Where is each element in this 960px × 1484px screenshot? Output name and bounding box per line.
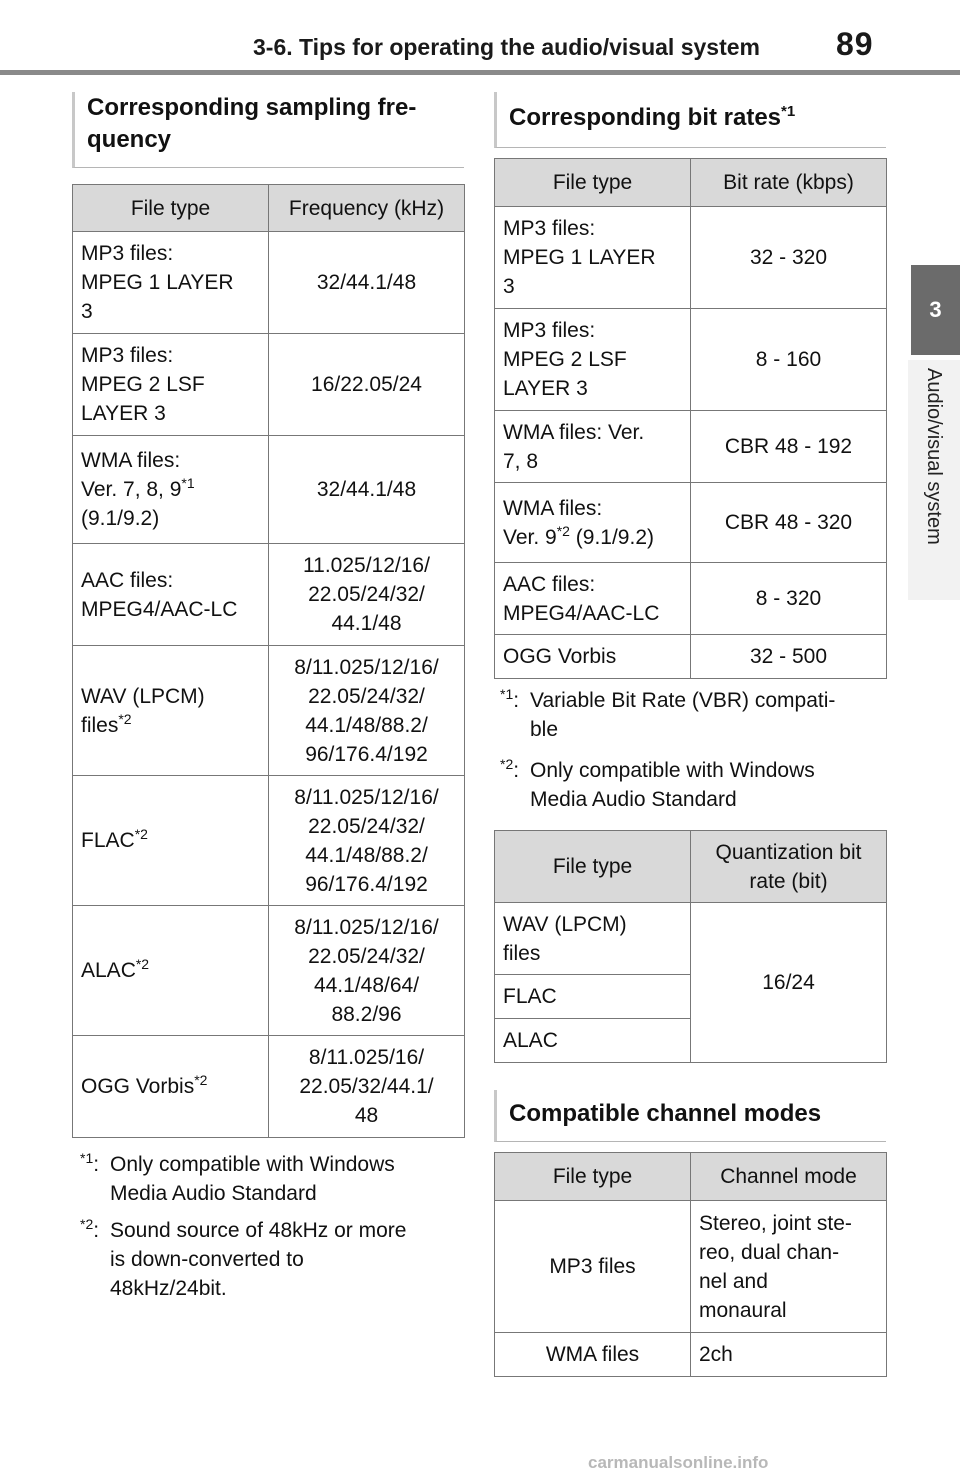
- value-cell: 32/44.1/48: [269, 436, 465, 544]
- table-row: [73, 544, 465, 646]
- file-type-cell: ALAC: [495, 1019, 691, 1063]
- file-type-cell: WMA files: Ver. 7, 8, 9$^{*1}$ (9.1/9.2): [73, 436, 269, 544]
- table-row: [495, 903, 887, 975]
- page-number: 89: [836, 26, 874, 62]
- chapter-tab-label: Audio/visual system: [923, 368, 945, 545]
- file-type-cell: MP3 files: MPEG 2 LSF LAYER 3: [495, 309, 691, 411]
- footnote: $^{*2}$: Only compatible with Windows Media Audio Standard: [500, 756, 886, 820]
- table-row: [73, 646, 465, 776]
- value-cell: 8/11.025/16/ 22.05/32/44.1/ 48: [269, 1036, 465, 1138]
- section-title: 3-6. Tips for operating the audio/visual system: [253, 34, 760, 60]
- value-cell: 32 - 500: [691, 635, 887, 679]
- table-header-row: [495, 159, 887, 207]
- footnote: $^{*1}$: Only compatible with Windows Media Audio Standard: [80, 1150, 460, 1214]
- value-cell: 16/22.05/24: [269, 334, 465, 436]
- table-row: [73, 906, 465, 1036]
- table-row: [495, 1333, 887, 1377]
- file-type-cell: AAC files: MPEG4/AAC-LC: [495, 563, 691, 635]
- table-row: [495, 483, 887, 563]
- table-row: [73, 232, 465, 334]
- table-row: [73, 776, 465, 906]
- file-type-cell: MP3 files: MPEG 2 LSF LAYER 3: [73, 334, 269, 436]
- file-type-cell: FLAC$^{*2}$: [73, 776, 269, 906]
- header-divider: [0, 70, 960, 75]
- file-type-cell: FLAC: [495, 975, 691, 1019]
- table-row: [73, 1036, 465, 1138]
- sampling-frequency-heading: Corresponding sampling fre- quency: [72, 92, 464, 168]
- file-type-cell: WMA files: Ver. 7, 8: [495, 411, 691, 483]
- table-row: [495, 411, 887, 483]
- table-row: [495, 1201, 887, 1333]
- value-cell: 32 - 320: [691, 207, 887, 309]
- file-type-cell: WMA files: Ver. 9$^{*2}$ (9.1/9.2): [495, 483, 691, 563]
- column-header: File type: [495, 159, 691, 207]
- column-header: File type: [73, 185, 269, 232]
- column-header: Frequency (kHz): [269, 185, 465, 232]
- value-cell: 32/44.1/48: [269, 232, 465, 334]
- file-type-cell: WAV (LPCM) files$^{*2}$: [73, 646, 269, 776]
- value-cell: 16/24: [691, 903, 887, 1063]
- sampling-frequency-table: [72, 184, 465, 1138]
- footnote-text: Only compatible with Windows Media Audio Standard: [110, 1153, 395, 1205]
- file-type-cell: OGG Vorbis: [495, 635, 691, 679]
- page-header: [0, 0, 960, 76]
- value-cell: CBR 48 - 320: [691, 483, 887, 563]
- column-header: Channel mode: [691, 1153, 887, 1201]
- bit-rate-table: [494, 158, 887, 679]
- chapter-tab: 3: [911, 265, 960, 355]
- footnote-text: Sound source of 48kHz or more is down-converted to 48kHz/24bit.: [110, 1219, 407, 1300]
- table-row: [495, 207, 887, 309]
- table-header-row: [495, 1153, 887, 1201]
- footnote: $^{*2}$: Sound source of 48kHz or more is down-converted to 48kHz/24bit.: [80, 1216, 460, 1312]
- file-type-cell: ALAC$^{*2}$: [73, 906, 269, 1036]
- file-type-cell: AAC files: MPEG4/AAC-LC: [73, 544, 269, 646]
- bit-rates-heading: Corresponding bit rates$^{*1}$: [494, 92, 886, 148]
- channel-mode-table: [494, 1152, 887, 1377]
- value-cell: CBR 48 - 192: [691, 411, 887, 483]
- table-row: [495, 309, 887, 411]
- value-cell: 8 - 320: [691, 563, 887, 635]
- table-row: [73, 436, 465, 544]
- file-type-cell: MP3 files: [495, 1201, 691, 1333]
- value-cell: 8/11.025/12/16/ 22.05/24/32/ 44.1/48/88.2/ 96/176.4/192: [269, 776, 465, 906]
- file-type-cell: MP3 files: MPEG 1 LAYER 3: [73, 232, 269, 334]
- quantization-table: [494, 830, 887, 1063]
- footnote: $^{*1}$: Variable Bit Rate (VBR) compati- ble: [500, 686, 886, 750]
- column-header: File type: [495, 831, 691, 903]
- value-cell: 2ch: [691, 1333, 887, 1377]
- column-header: Quantization bit rate (bit): [691, 831, 887, 903]
- file-type-cell: WMA files: [495, 1333, 691, 1377]
- file-type-cell: OGG Vorbis$^{*2}$: [73, 1036, 269, 1138]
- value-cell: Stereo, joint ste- reo, dual chan- nel and monaural: [691, 1201, 887, 1333]
- table-row: [495, 635, 887, 679]
- chapter-tab-label-box: [908, 360, 960, 600]
- file-type-cell: MP3 files: MPEG 1 LAYER 3: [495, 207, 691, 309]
- value-cell: 8/11.025/12/16/ 22.05/24/32/ 44.1/48/88.2/ 96/176.4/192: [269, 646, 465, 776]
- footnote-text: Only compatible with Windows Media Audio Standard: [530, 759, 815, 811]
- table-header-row: [73, 185, 465, 232]
- channel-modes-heading: Compatible channel modes: [494, 1090, 886, 1142]
- watermark: carmanualsonline.info: [588, 1453, 769, 1472]
- value-cell: 11.025/12/16/ 22.05/24/32/ 44.1/48: [269, 544, 465, 646]
- file-type-cell: WAV (LPCM) files: [495, 903, 691, 975]
- footnote-text: Variable Bit Rate (VBR) compati- ble: [530, 689, 836, 741]
- table-row: [495, 563, 887, 635]
- table-header-row: [495, 831, 887, 903]
- table-row: [73, 334, 465, 436]
- column-header: File type: [495, 1153, 691, 1201]
- value-cell: 8/11.025/12/16/ 22.05/24/32/ 44.1/48/64/ 88.2/96: [269, 906, 465, 1036]
- column-header: Bit rate (kbps): [691, 159, 887, 207]
- value-cell: 8 - 160: [691, 309, 887, 411]
